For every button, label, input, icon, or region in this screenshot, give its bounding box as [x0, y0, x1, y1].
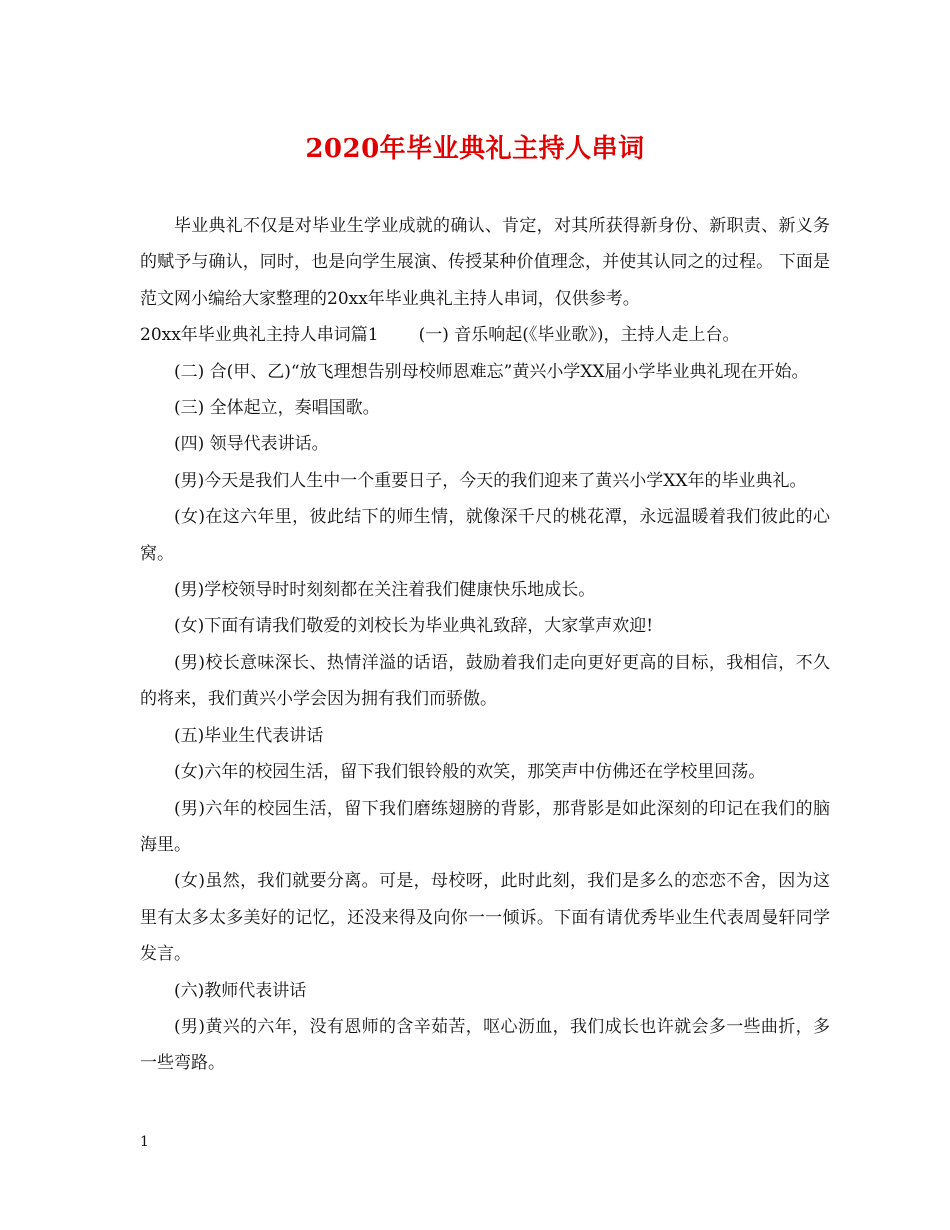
paragraph-12: (男)六年的校园生活，留下我们磨练翅膀的背影，那背影是如此深刻的印记在我们的脑海里。 — [140, 798, 830, 855]
paragraph-14: (六)教师代表讲话 — [174, 980, 307, 1001]
document-body — [140, 208, 830, 1082]
paragraph-13: (女)虽然，我们就要分离。可是，母校呀，此时此刻，我们是多么的恋恋不舍，因为这里有太多太多美好的记忆，还没来得及向你一一倾诉。下面有请优秀毕业生代表周曼轩同学发言。 — [140, 871, 830, 965]
heading-line-right: (一) 音乐响起(《毕业歌》)，主持人走上台。 — [418, 325, 740, 346]
paragraph-8: (女)下面有请我们敬爱的刘校长为毕业典礼致辞，大家掌声欢迎! — [174, 616, 654, 637]
paragraph-7: (男)学校领导时时刻刻都在关注着我们健康快乐地成长。 — [174, 580, 596, 601]
page-number: 1 — [140, 1134, 149, 1150]
document-title: 2020年毕业典礼主持人串词 — [305, 134, 645, 164]
paragraph-9: (男)校长意味深长、热情洋溢的话语，鼓励着我们走向更好更高的目标，我相信，不久的将来，我们黄兴小学会因为拥有我们而骄傲。 — [140, 652, 830, 710]
paragraph-intro: 毕业典礼不仅是对毕业生学业成就的确认、肯定，对其所获得新身份、新职责、新义务的赋予与确认，同时，也是向学生展演、传授某种价值理念，并使其认同之的过程。 下面是范文网小编给大家整理的20xx年毕业典礼主持人串词，仅供参考。 — [140, 216, 830, 309]
heading-line-left: 20xx年毕业典礼主持人串词篇1 — [140, 325, 379, 346]
paragraph-2: (二) 合(甲、乙)“放飞理想告别母校师恩难忘”黄兴小学XX届小学毕业典礼现在开始。 — [174, 361, 809, 382]
paragraph-3: (三) 全体起立，奏唱国歌。 — [174, 398, 380, 419]
paragraph-11: (女)六年的校园生活，留下我们银铃般的欢笑，那笑声中仿佛还在学校里回荡。 — [174, 762, 766, 783]
paragraph-15: (男)黄兴的六年，没有恩师的含辛茹苦，呕心沥血，我们成长也许就会多一些曲折，多一些弯路。 — [140, 1016, 830, 1074]
paragraph-6: (女)在这六年里，彼此结下的师生情，就像深千尺的桃花潭，永远温暖着我们彼此的心窝。 — [140, 507, 830, 564]
paragraph-heading-line — [140, 317, 830, 353]
paragraph-4: (四) 领导代表讲话。 — [174, 434, 329, 455]
paragraph-10: (五)毕业生代表讲话 — [174, 725, 324, 746]
paragraph-5: (男)今天是我们人生中一个重要日子，今天的我们迎来了黄兴小学XX年的毕业典礼。 — [174, 470, 807, 491]
